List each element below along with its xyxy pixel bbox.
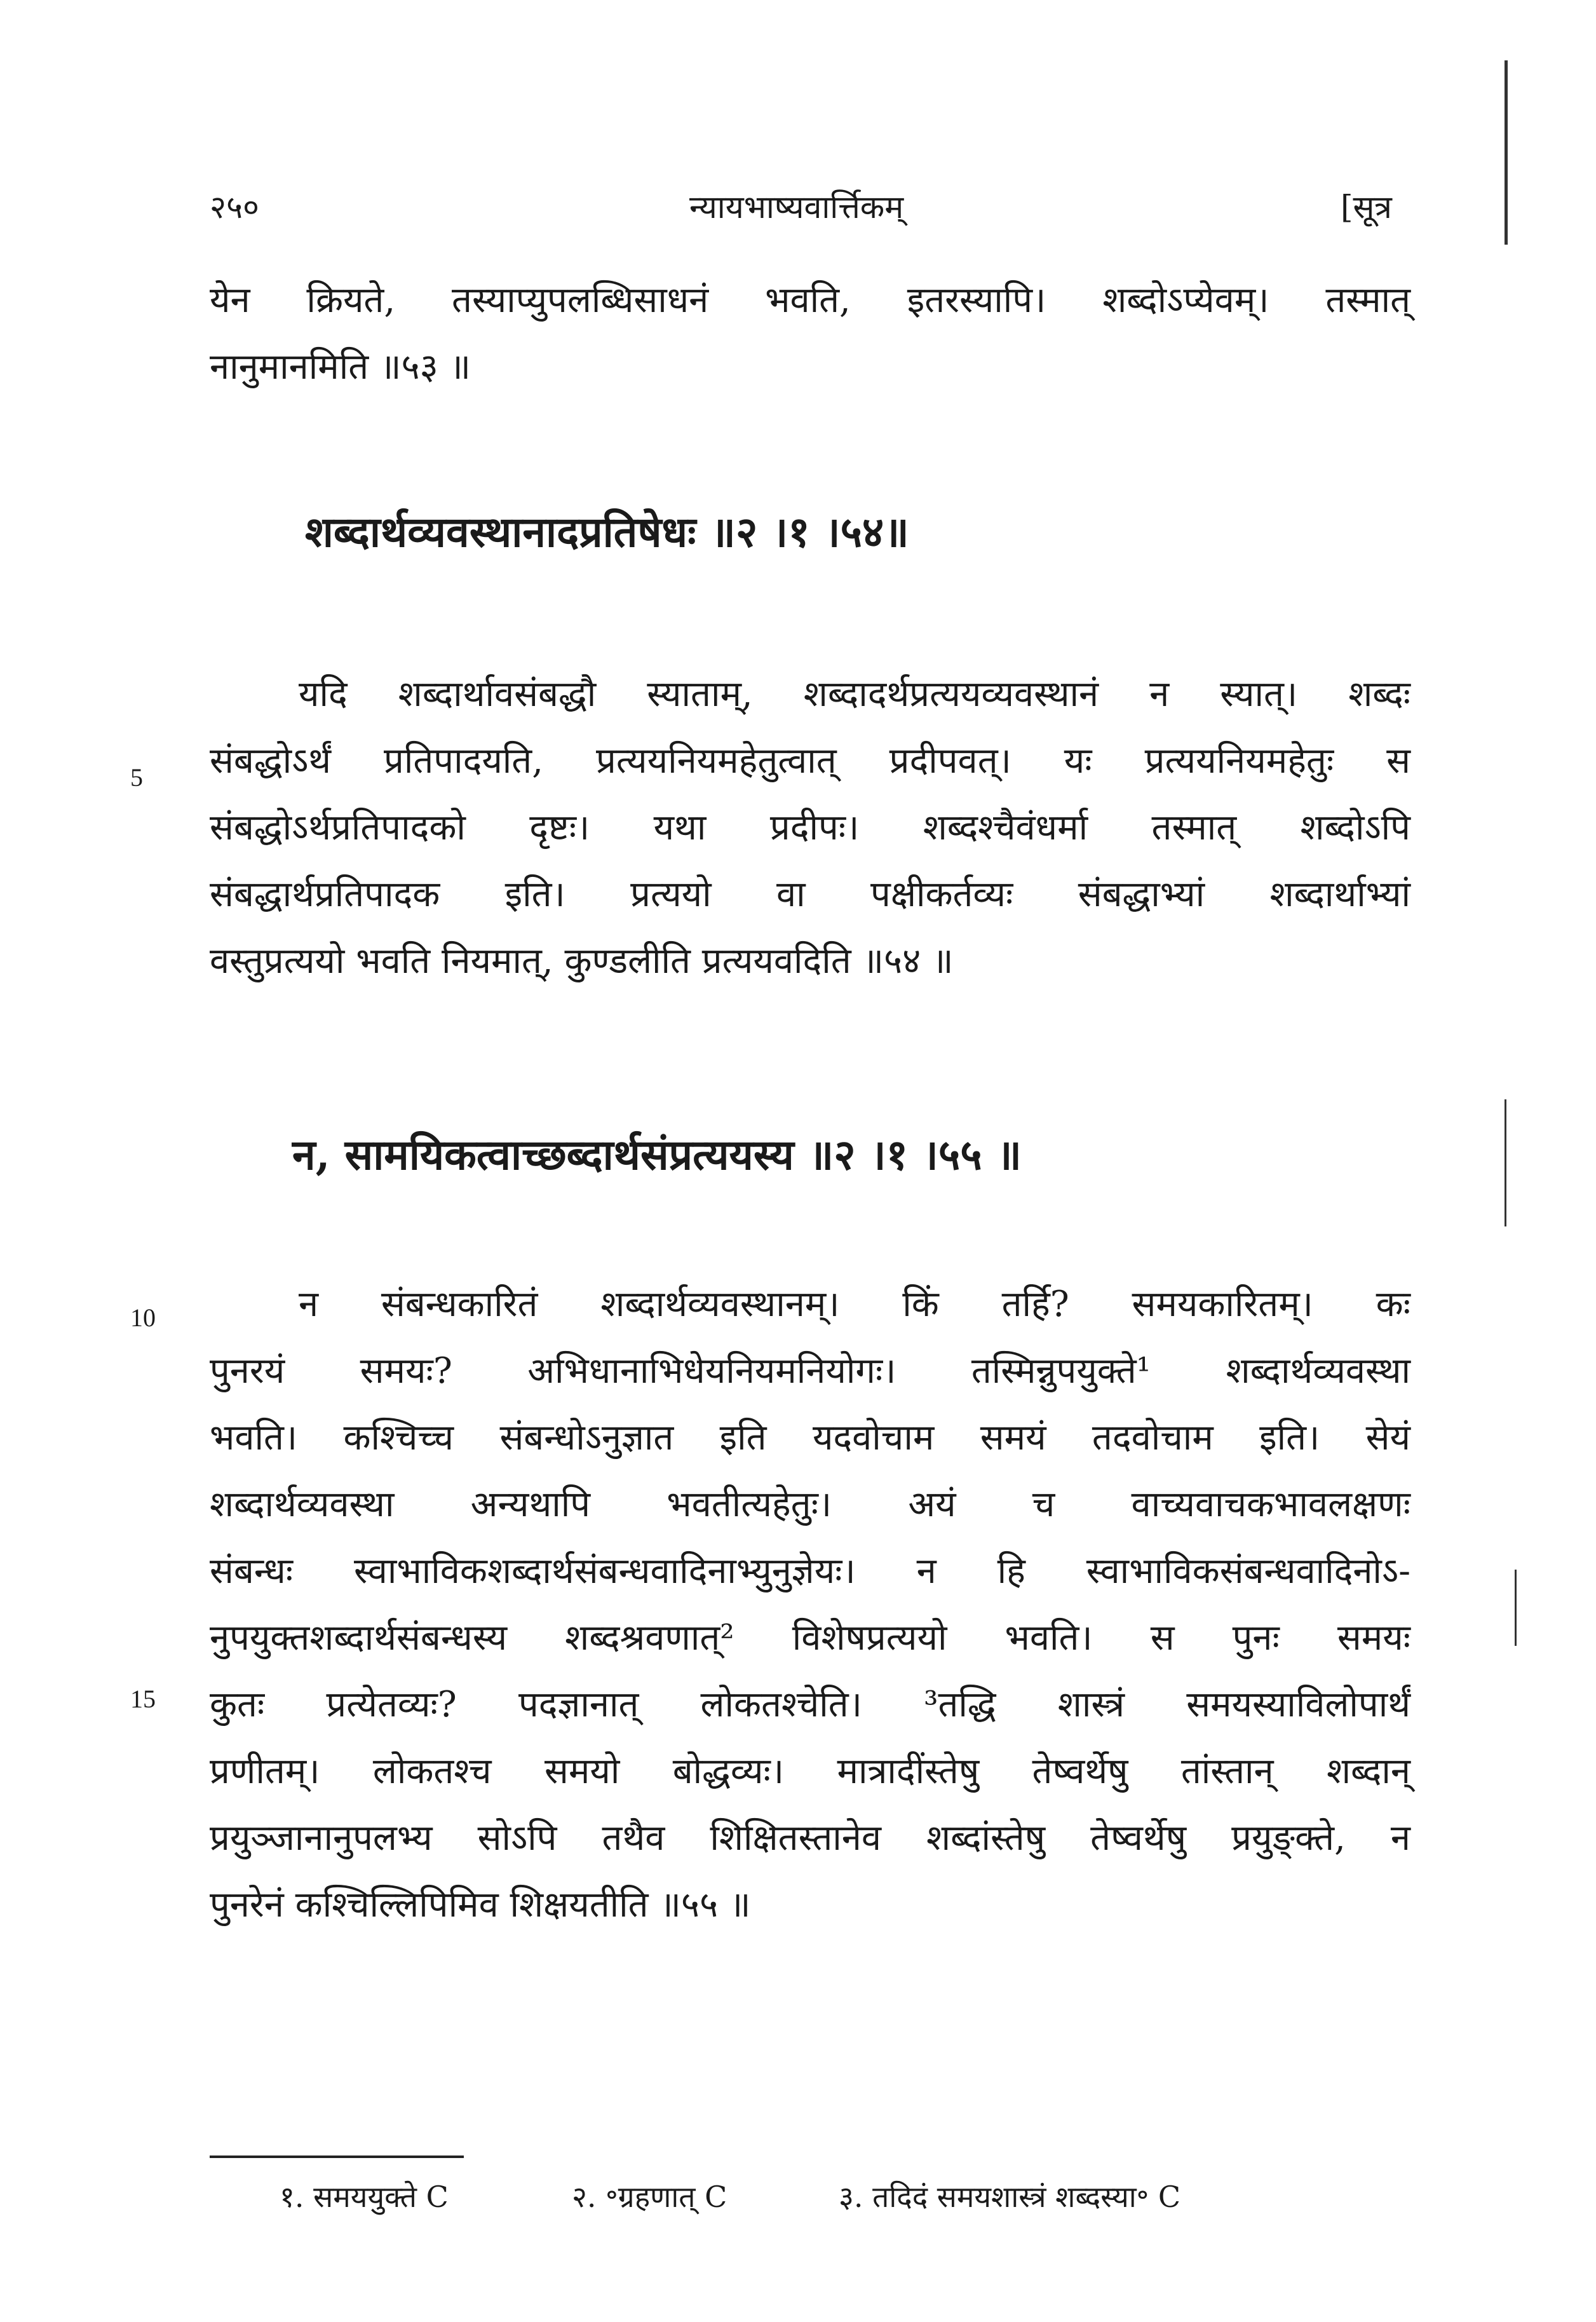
text-line: यदि शब्दार्थावसंबद्धौ स्याताम्, शब्दादर्थप्रत्ययव्यवस्थानं न स्यात्। शब्दः bbox=[299, 674, 1410, 715]
section-marker: [सूत्र bbox=[1341, 189, 1392, 226]
text-line: नानुमानमिति ॥५३ ॥ bbox=[210, 346, 471, 388]
text-line: संबद्धार्थप्रतिपादक इति। प्रत्ययो वा पक्षीकर्तव्यः संबद्धाभ्यां शब्दार्थाभ्यां bbox=[210, 874, 1410, 915]
page-number: २५० bbox=[210, 189, 259, 226]
text-line: भवति। कश्चिच्च संबन्धोऽनुज्ञात इति यदवोचाम समयं तदवोचाम इति। सेयं bbox=[210, 1417, 1410, 1458]
sutra-heading: न, सामयिकत्वाच्छब्दार्थसंप्रत्ययस्य ॥२ ।१ ।५५ ॥ bbox=[292, 1130, 1022, 1179]
text-line: संबन्धः स्वाभाविकशब्दार्थसंबन्धवादिनाभ्युनुज्ञेयः। न हि स्वाभाविकसंबन्धवादिनोऽ- bbox=[210, 1551, 1410, 1592]
scan-edge-line bbox=[1505, 1099, 1506, 1226]
text-line: न संबन्धकारितं शब्दार्थव्यवस्थानम्। किं तर्हि? समयकारितम्। कः bbox=[299, 1284, 1410, 1325]
text-line: पुनरयं समयः? अभिधानाभिधेयनियमनियोगः। तस्मिन्नुपयुक्ते¹ शब्दार्थव्यवस्था bbox=[210, 1350, 1410, 1392]
commentary-paragraph bbox=[210, 1271, 1410, 1938]
text-line: प्रयुञ्जानानुपलभ्य सोऽपि तथैव शिक्षितस्तानेव शब्दांस्तेषु तेष्वर्थेषु प्रयुङ्क्ते, न bbox=[210, 1817, 1410, 1859]
text-line: पुनरेनं कश्चिल्लिपिमिव शिक्षयतीति ॥५५ ॥ bbox=[210, 1884, 751, 1925]
scan-edge-line bbox=[1505, 60, 1508, 245]
text-line: येन क्रियते, तस्याप्युपलब्धिसाधनं भवति, इतरस्यापि। शब्दोऽप्येवम्। तस्मात् bbox=[210, 280, 1410, 321]
scan-edge-line bbox=[1515, 1570, 1517, 1646]
line-number: 10 bbox=[130, 1303, 156, 1332]
footnote-rule bbox=[210, 2156, 464, 2158]
line-number: 5 bbox=[130, 763, 143, 792]
running-title: न्यायभाष्यवार्त्तिकम् bbox=[689, 189, 904, 226]
paragraph-continuation bbox=[210, 267, 1410, 400]
sutra-heading: शब्दार्थव्यवस्थानादप्रतिषेधः ॥२ ।१ ।५४॥ bbox=[305, 507, 909, 557]
line-number: 15 bbox=[130, 1685, 156, 1713]
footnote: २. ॰ग्रहणात् C bbox=[572, 2180, 727, 2214]
text-line: वस्तुप्रत्ययो भवति नियमात्, कुण्डलीति प्रत्ययवदिति ॥५४ ॥ bbox=[210, 940, 954, 982]
commentary-paragraph bbox=[210, 661, 1410, 995]
text-line: नुपयुक्तशब्दार्थसंबन्धस्य शब्दश्रवणात्² विशेषप्रत्ययो भवति। स पुनः समयः bbox=[210, 1617, 1410, 1659]
text-line: शब्दार्थव्यवस्था अन्यथापि भवतीत्यहेतुः। अयं च वाच्यवाचकभावलक्षणः bbox=[210, 1484, 1410, 1525]
text-line: संबद्धोऽर्थप्रतिपादको दृष्टः। यथा प्रदीपः। शब्दश्चैवंधर्मा तस्मात् शब्दोऽपि bbox=[210, 807, 1410, 848]
text-line: प्रणीतम्। लोकतश्च समयो बोद्धव्यः। मात्रादींस्तेषु तेष्वर्थेषु तांस्तान् शब्दान् bbox=[210, 1751, 1410, 1792]
text-line: कुतः प्रत्येतव्यः? पदज्ञानात् लोकतश्चेति। ³तद्धि शास्त्रं समयस्याविलोपार्थं bbox=[210, 1684, 1410, 1725]
footnote: ३. तदिदं समयशास्त्रं शब्दस्या॰ C bbox=[839, 2180, 1181, 2214]
text-line: संबद्धोऽर्थं प्रतिपादयति, प्रत्ययनियमहेतुत्वात् प्रदीपवत्। यः प्रत्ययनियमहेतुः स bbox=[210, 740, 1410, 782]
footnote: १. समययुक्ते C bbox=[280, 2180, 449, 2214]
